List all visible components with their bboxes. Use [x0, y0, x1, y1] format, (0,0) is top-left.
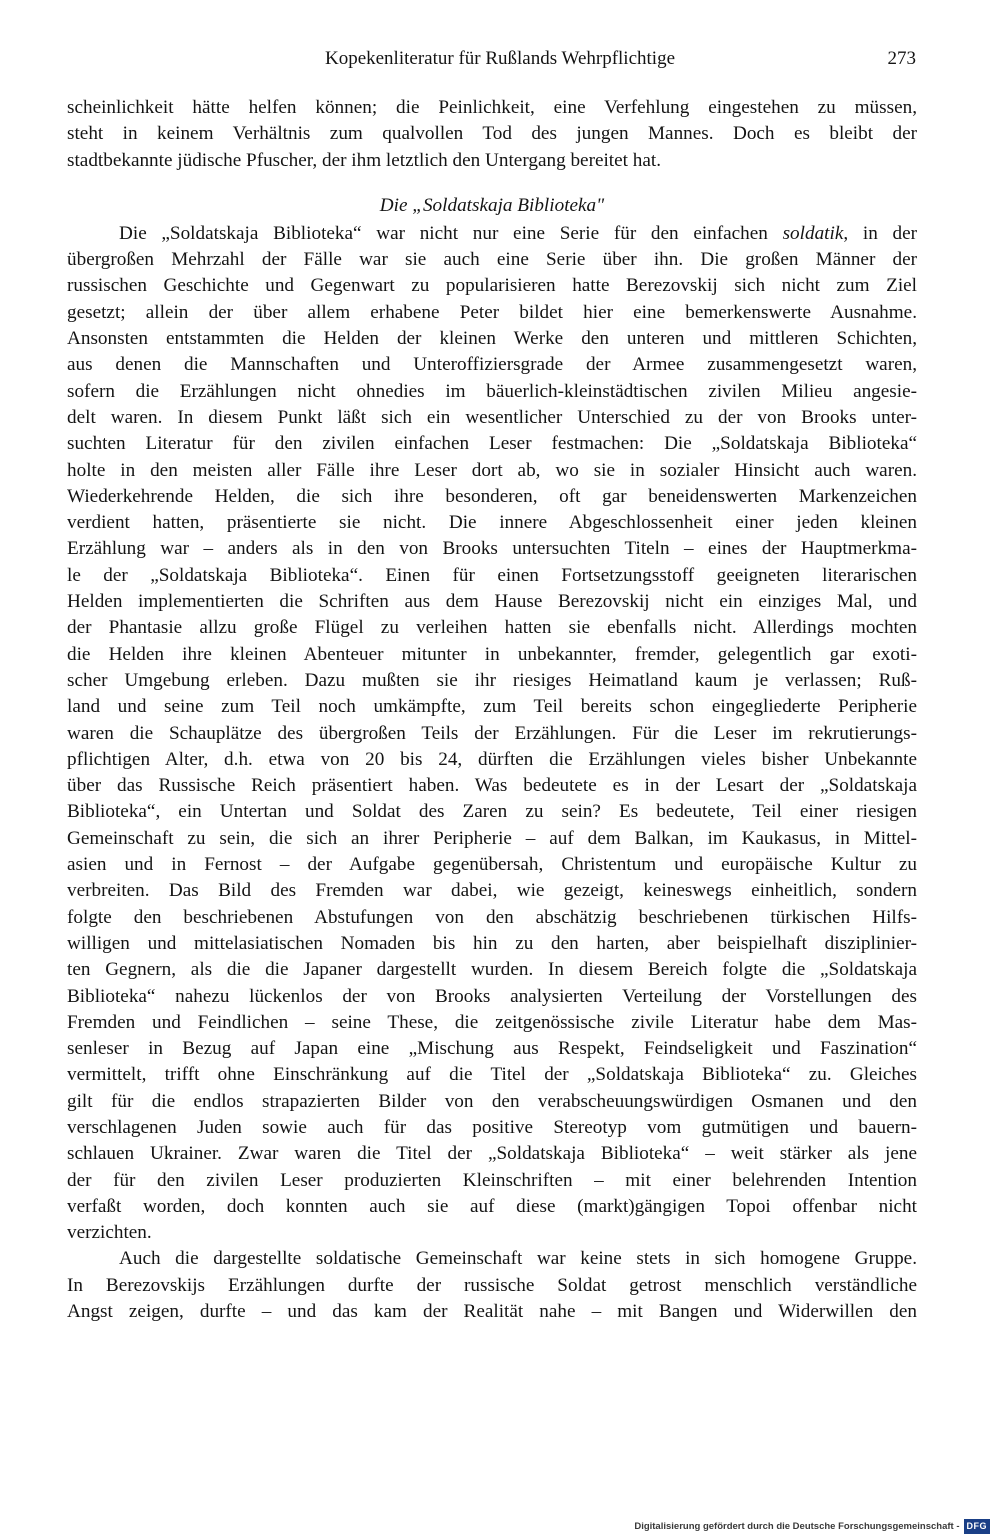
- text-line: steht in keinem Verhältnis zum qualvollen Tod des jungen Mannes. Doch es bleibt der: [67, 123, 917, 145]
- text-line: suchten Literatur für den zivilen einfachen Leser festmachen: Die „Soldatskaja Biblioteka“: [67, 433, 917, 455]
- text-line: sofern die Erzählungen nicht ohnedies im bäuerlich-kleinstädtischen zivilen Milieu angesie-: [67, 380, 917, 402]
- text-line: scheinlichkeit hätte helfen können; die Peinlichkeit, eine Verfehlung eingestehen zu müssen,: [67, 97, 917, 118]
- text-line: folgte den beschriebenen Abstufungen von den abschätzig beschriebenen türkischen Hilfs-: [67, 906, 917, 928]
- text-line: Angst zeigen, durfte – und das kam der Realität nahe – mit Bangen und Widerwillen den: [67, 1301, 917, 1323]
- text-line: russischen Geschichte und Gegenwart zu popularisieren hatte Berezovskij sich nicht zum Ziel: [67, 275, 917, 297]
- text-line: verbreiten. Das Bild des Fremden war dabei, wie gezeigt, keineswegs einheitlich, sondern: [67, 880, 917, 902]
- text-line: übergroßen Mehrzahl der Fälle war sie auch eine Serie über ihn. Die großen Männer der: [67, 249, 917, 271]
- section-heading: Die „Soldatskaja Biblioteka": [379, 194, 605, 216]
- text-line: holte in den meisten aller Fälle ihre Leser dort ab, wo sie in sozialer Hinsicht auch waren.: [67, 459, 917, 481]
- text-line: Helden implementierten die Schriften aus dem Hause Berezovskij nicht ein einziges Mal, und: [67, 591, 917, 613]
- text-line: verfaßt worden, doch konnten auch sie auf diese (markt)gängigen Topoi offenbar nicht: [67, 1195, 917, 1217]
- text-line: verdient hatten, präsentierte sie nicht. Die innere Abgeschlossenheit einer jeden kleinen: [67, 512, 917, 534]
- text-line: Biblioteka“ nahezu lückenlos der von Brooks analysierten Verteilung der Vorstellungen des: [67, 985, 917, 1007]
- page-number: 273: [887, 48, 916, 69]
- dfg-logo: DFG: [964, 1519, 991, 1534]
- text-segment: , in der: [843, 222, 917, 244]
- text-line: asien und in Fernost – der Aufgabe gegenübersah, Christentum und europäische Kultur zu: [67, 854, 917, 876]
- text-line: land und seine zum Teil noch umkämpfte, zum Teil bereits schon eingegliederte Peripherie: [67, 696, 917, 718]
- text-line: delt waren. In diesem Punkt läßt sich ein wesentlicher Unterschied zu der von Brooks unter-: [67, 406, 917, 428]
- text-line: Fremden und Feindlichen – seine These, die zeitgenössische zivile Literatur habe dem Mas-: [67, 1011, 917, 1033]
- text-line: willigen und mittelasiatischen Nomaden bis hin zu den harten, aber beispielhaft disziplinier-: [67, 932, 917, 954]
- intro-paragraph: [67, 95, 917, 174]
- text-line: Ansonsten entstammten die Helden der kleinen Werke den unteren und mittleren Schichten,: [67, 328, 917, 350]
- body-text: [67, 95, 917, 1325]
- text-line: vermittelt, trifft ohne Einschränkung auf die Titel der „Soldatskaja Biblioteka“ zu. Gleiches: [67, 1064, 917, 1086]
- text-line: über das Russische Reich präsentiert haben. Was bedeutete es in der Lesart der „Soldatskaja: [67, 775, 917, 797]
- text-line: scher Umgebung erleben. Dazu mußten sie ihr riesiges Heimatland kaum je verlassen; Ruß-: [67, 669, 917, 691]
- text-line: gilt für die endlos strapazierten Bilder von den verabscheuungswürdigen Osmanen und den: [67, 1090, 917, 1112]
- text-line: Wiederkehrende Helden, die sich ihre besonderen, oft gar beneidenswerten Markenzeichen: [67, 485, 917, 507]
- text-line: [67, 221, 917, 247]
- text-line: verschlagenen Juden sowie auch für das positive Stereotyp vom gutmütigen und bauern-: [67, 1116, 917, 1138]
- text-line: ten Gegnern, als die die Japaner dargestellt wurden. In diesem Bereich folgte die „Soldatskaja: [67, 959, 917, 981]
- text-line: gesetzt; allein der über allem erhabene Peter bildet hier eine bemerkenswerte Ausnahme.: [67, 301, 917, 323]
- text-line: Erzählung war – anders als in den von Brooks untersuchten Titeln – eines der Hauptmerkma-: [67, 538, 917, 560]
- text-line: aus denen die Mannschaften und Unteroffiziersgrade der Armee zusammengesetzt waren,: [67, 354, 917, 376]
- text-line: der für den zivilen Leser produzierten Kleinschriften – mit einer belehrenden Intention: [67, 1169, 917, 1191]
- text-line: pflichtigen Alter, d.h. etwa von 20 bis 24, dürften die Erzählungen vieles bisher Unbekannte: [67, 748, 917, 770]
- text-line: Gemeinschaft zu sein, die sich an ihrer Peripherie – auf dem Balkan, im Kaukasus, in Mittel-: [67, 827, 917, 849]
- text-line: verzichten.: [67, 1222, 152, 1244]
- text-line: Auch die dargestellte soldatische Gemeinschaft war keine stets in sich homogene Gruppe.: [119, 1248, 917, 1270]
- text-line: die Helden ihre kleinen Abenteuer mitunter in unbekannter, fremder, gelegentlich gar exoti-: [67, 643, 917, 665]
- text-line: le der „Soldatskaja Biblioteka“. Einen für einen Fortsetzungsstoff geeigneten literarischen: [67, 564, 917, 586]
- italic-term: soldatik: [782, 222, 844, 244]
- paragraph-soldatische-gemeinschaft: [67, 1246, 917, 1325]
- text-line: der Phantasie allzu große Flügel zu verleihen hatten sie ebenfalls nicht. Allerdings mochten: [67, 617, 917, 639]
- digitization-footer: [634, 1516, 990, 1536]
- digitization-note: Digitalisierung gefördert durch die Deutsche Forschungsgemeinschaft -: [634, 1520, 960, 1532]
- text-line: stadtbekannte jüdische Pfuscher, der ihm letztlich den Untergang bereitet hat.: [67, 149, 662, 171]
- text-segment: Die „Soldatskaja Biblioteka“ war nicht nur eine Serie für den einfachen: [119, 222, 783, 244]
- paragraph-soldatskaja-biblioteka: [67, 221, 917, 1247]
- running-title: Kopekenliteratur für Rußlands Wehrpflichtige: [324, 48, 676, 69]
- text-line: waren die Schauplätze des übergroßen Teils der Erzählungen. Für die Leser im rekrutierungs-: [67, 722, 917, 744]
- running-head: [0, 44, 1000, 74]
- text-line: In Berezovskijs Erzählungen durfte der russische Soldat getrost menschlich verständliche: [67, 1274, 917, 1296]
- text-line: schlauen Ukrainer. Zwar waren die Titel der „Soldatskaja Biblioteka“ – weit stärker als jene: [67, 1143, 917, 1165]
- text-line: senleser in Bezug auf Japan eine „Mischung aus Respekt, Feindseligkeit und Faszination“: [67, 1038, 917, 1060]
- text-line: Biblioteka“, ein Untertan und Soldat des Zaren zu sein? Es bedeutete, Teil einer riesigen: [67, 801, 917, 823]
